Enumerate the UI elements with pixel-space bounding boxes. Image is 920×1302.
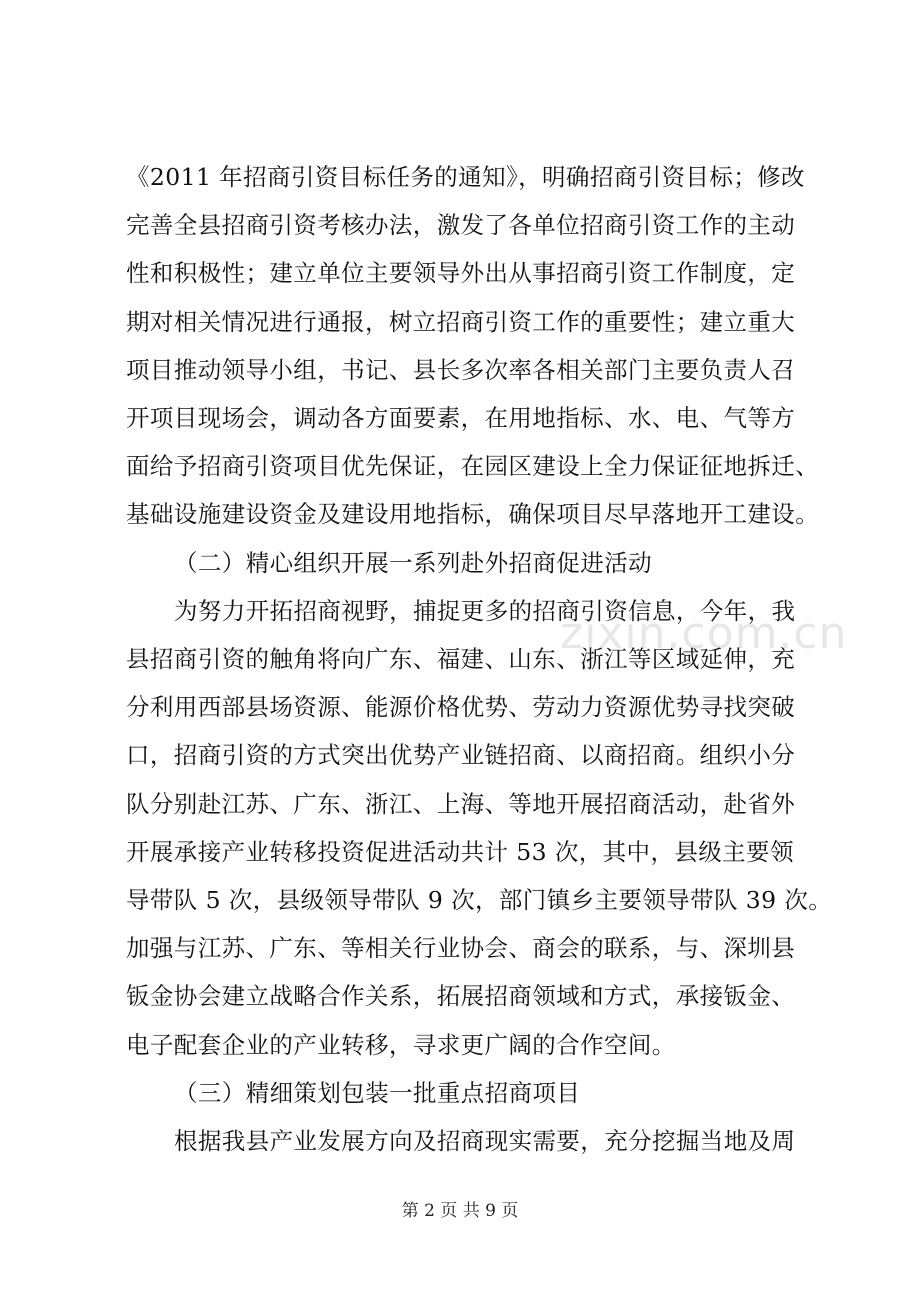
watermark: zixin.com.cn — [560, 608, 848, 659]
paragraph-2-line-8: 加强与江苏、广东、等相关行业协会、商会的联系，与、深圳县 — [126, 934, 796, 963]
section-heading-3: （三）精细策划包装一批重点招商项目 — [174, 1078, 581, 1107]
paragraph-1-line-5: 项目推动领导小组，书记、县长多次率各相关部门主要负责人召 — [126, 355, 796, 384]
paragraph-2-line-9: 钣金协会建立战略合作关系，拓展招商领域和方式，承接钣金、 — [126, 982, 796, 1011]
page-footer: 第 2 页 共 9 页 — [401, 1201, 519, 1221]
paragraph-1-line-7: 面给予招商引资项目优先保证，在园区建设上全力保证征地拆迁、 — [126, 452, 820, 481]
paragraph-2-line-2: 县招商引资的触角将向广东、福建、山东、浙江等区域延伸，充 — [126, 645, 796, 673]
paragraph-2-line-10: 电子配套企业的产业转移，寻求更广阔的合作空间。 — [126, 1030, 676, 1059]
paragraph-1-line-2: 完善全县招商引资考核办法，激发了各单位招商引资工作的主动 — [126, 211, 796, 240]
paragraph-3-line-1: 根据我县产业发展方向及招商现实需要，充分挖掘当地及周 — [174, 1127, 796, 1155]
paragraph-2-line-1: 为努力开拓招商视野，捕捉更多的招商引资信息，今年，我 — [174, 596, 796, 625]
paragraph-1-line-3: 性和积极性；建立单位主要领导外出从事招商引资工作制度，定 — [126, 259, 796, 288]
paragraph-1-line-8: 基础设施建设资金及建设用地指标，确保项目尽早落地开工建设。 — [126, 500, 820, 529]
paragraph-1-line-1: 《2011 年招商引资目标任务的通知》，明确招商引资目标；修改 — [126, 163, 805, 191]
paragraph-2-line-6: 开展承接产业转移投资促进活动共计 53 次，其中，县级主要领 — [126, 837, 794, 866]
paragraph-1-line-4: 期对相关情况进行通报，树立招商引资工作的重要性；建立重大 — [126, 307, 796, 336]
section-heading-2: （二）精心组织开展一系列赴外招商促进活动 — [174, 548, 652, 577]
paragraph-1-line-6: 开项目现场会，调动各方面要素，在用地指标、水、电、气等方 — [126, 404, 796, 432]
paragraph-2-line-3: 分利用西部县场资源、能源价格优势、劳动力资源优势寻找突破 — [126, 693, 796, 722]
paragraph-2-line-7: 导带队 5 次，县级领导带队 9 次，部门镇乡主要领导带队 39 次。 — [126, 886, 833, 914]
paragraph-2-line-5: 队分别赴江苏、广东、浙江、上海、等地开展招商活动，赴省外 — [126, 789, 796, 818]
paragraph-2-line-4: 口，招商引资的方式突出优势产业链招商、以商招商。组织小分 — [126, 741, 796, 770]
